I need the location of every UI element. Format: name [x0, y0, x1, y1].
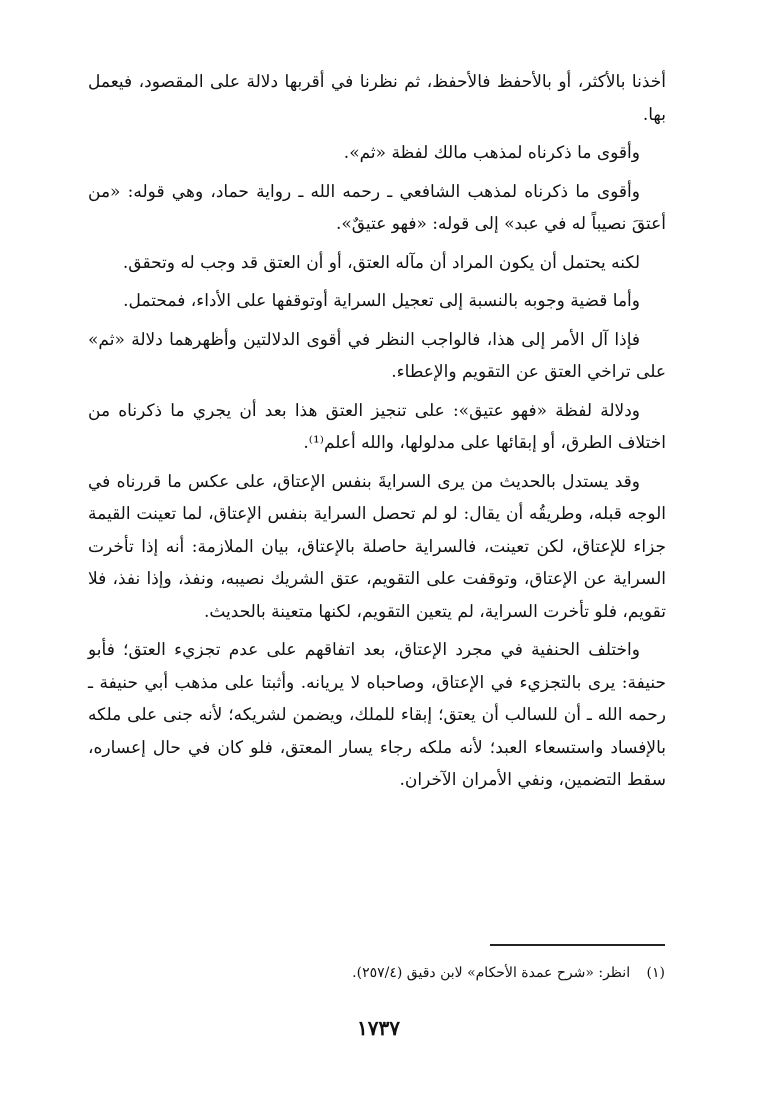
- paragraph-2: وأقوى ما ذكرناه لمذهب مالك لفظة «ثم».: [343, 143, 640, 163]
- paragraph-1: أخذنا بالأكثر، أو بالأحفظ فالأحفظ، ثم نظرنا في أقربها دلالة على المقصود، فيعمل بها.: [88, 72, 666, 125]
- paragraph-3: وأقوى ما ذكرناه لمذهب الشافعي ـ رحمه الله ـ رواية حماد، وهي قوله: «من أعتقَ نصيباً له في عبد» إلى قوله: «فهو عتيقٌ».: [88, 181, 666, 234]
- footnote-text: انظر: «شرح عمدة الأحكام» لابن دقيق (٢٥٧/٤).: [352, 965, 631, 981]
- main-text: [88, 66, 666, 803]
- paragraph-7: ودلالة لفظة «فهو عتيق»: على تنجيز العتق هذا بعد أن يجري ما ذكرناه من اختلاف الطرق، أو إبقائها على مدلولها، والله أعلم⁽¹⁾.: [88, 400, 666, 453]
- paragraph-9: واختلف الحنفية في مجرد الإعتاق، بعد اتفاقهم على عدم تجزيء العتق؛ فأبو حنيفة: يرى بالتجزيء في الإعتاق، وصاحباه لا يريانه. وأثبتا على مذهب أبي حنيفة ـ رحمه الله ـ أن للسالب أن يعتق؛ إبقاء للملك، ويضمن لشريكه؛ لأنه جنى على ملكه بالإفساد واستسعاء العبد؛ لأنه ملكه رجاء يسار المعتق، فلو كان في حال إعساره، سقط التضمين، ونفي الأمران الآخران.: [88, 640, 666, 790]
- page-number: ١٧٣٧: [357, 1016, 400, 1040]
- footnote-number: (١): [646, 965, 665, 981]
- footnote-divider: [490, 944, 665, 946]
- paragraph-8: وقد يستدل بالحديث من يرى السرايةَ بنفس الإعتاق، على عكس ما قررناه في الوجه قبله، وطريقُه أن يقال: لو لم تحصل السراية بنفس الإعتاق، لما تعينت القيمة جزاء للإعتاق، لكن تعينت، فالسراية حاصلة بالإعتاق، بيان الملازمة: أنه إذا تأخرت السراية عن الإعتاق، وتوقفت على التقويم، عتق الشريك نصيبه، ونفذ، وإذا نفذ، فلا تقويم، فلو تأخرت السراية، لم يتعين التقويم، لكنها متعينة بالحديث.: [88, 471, 666, 622]
- paragraph-6: فإذا آل الأمر إلى هذا، فالواجب النظر في أقوى الدلالتين وأظهرهما دلالة «ثم» على تراخي العتق عن التقويم والإعطاء.: [88, 329, 666, 382]
- paragraph-5: وأما قضية وجوبه بالنسبة إلى تعجيل السراية أوتوقفها على الأداء، فمحتمل.: [123, 291, 640, 311]
- paragraph-4: لكنه يحتمل أن يكون المراد أن مآله العتق، أو أن العتق قد وجب له وتحقق.: [122, 252, 640, 273]
- footnote: [352, 962, 665, 984]
